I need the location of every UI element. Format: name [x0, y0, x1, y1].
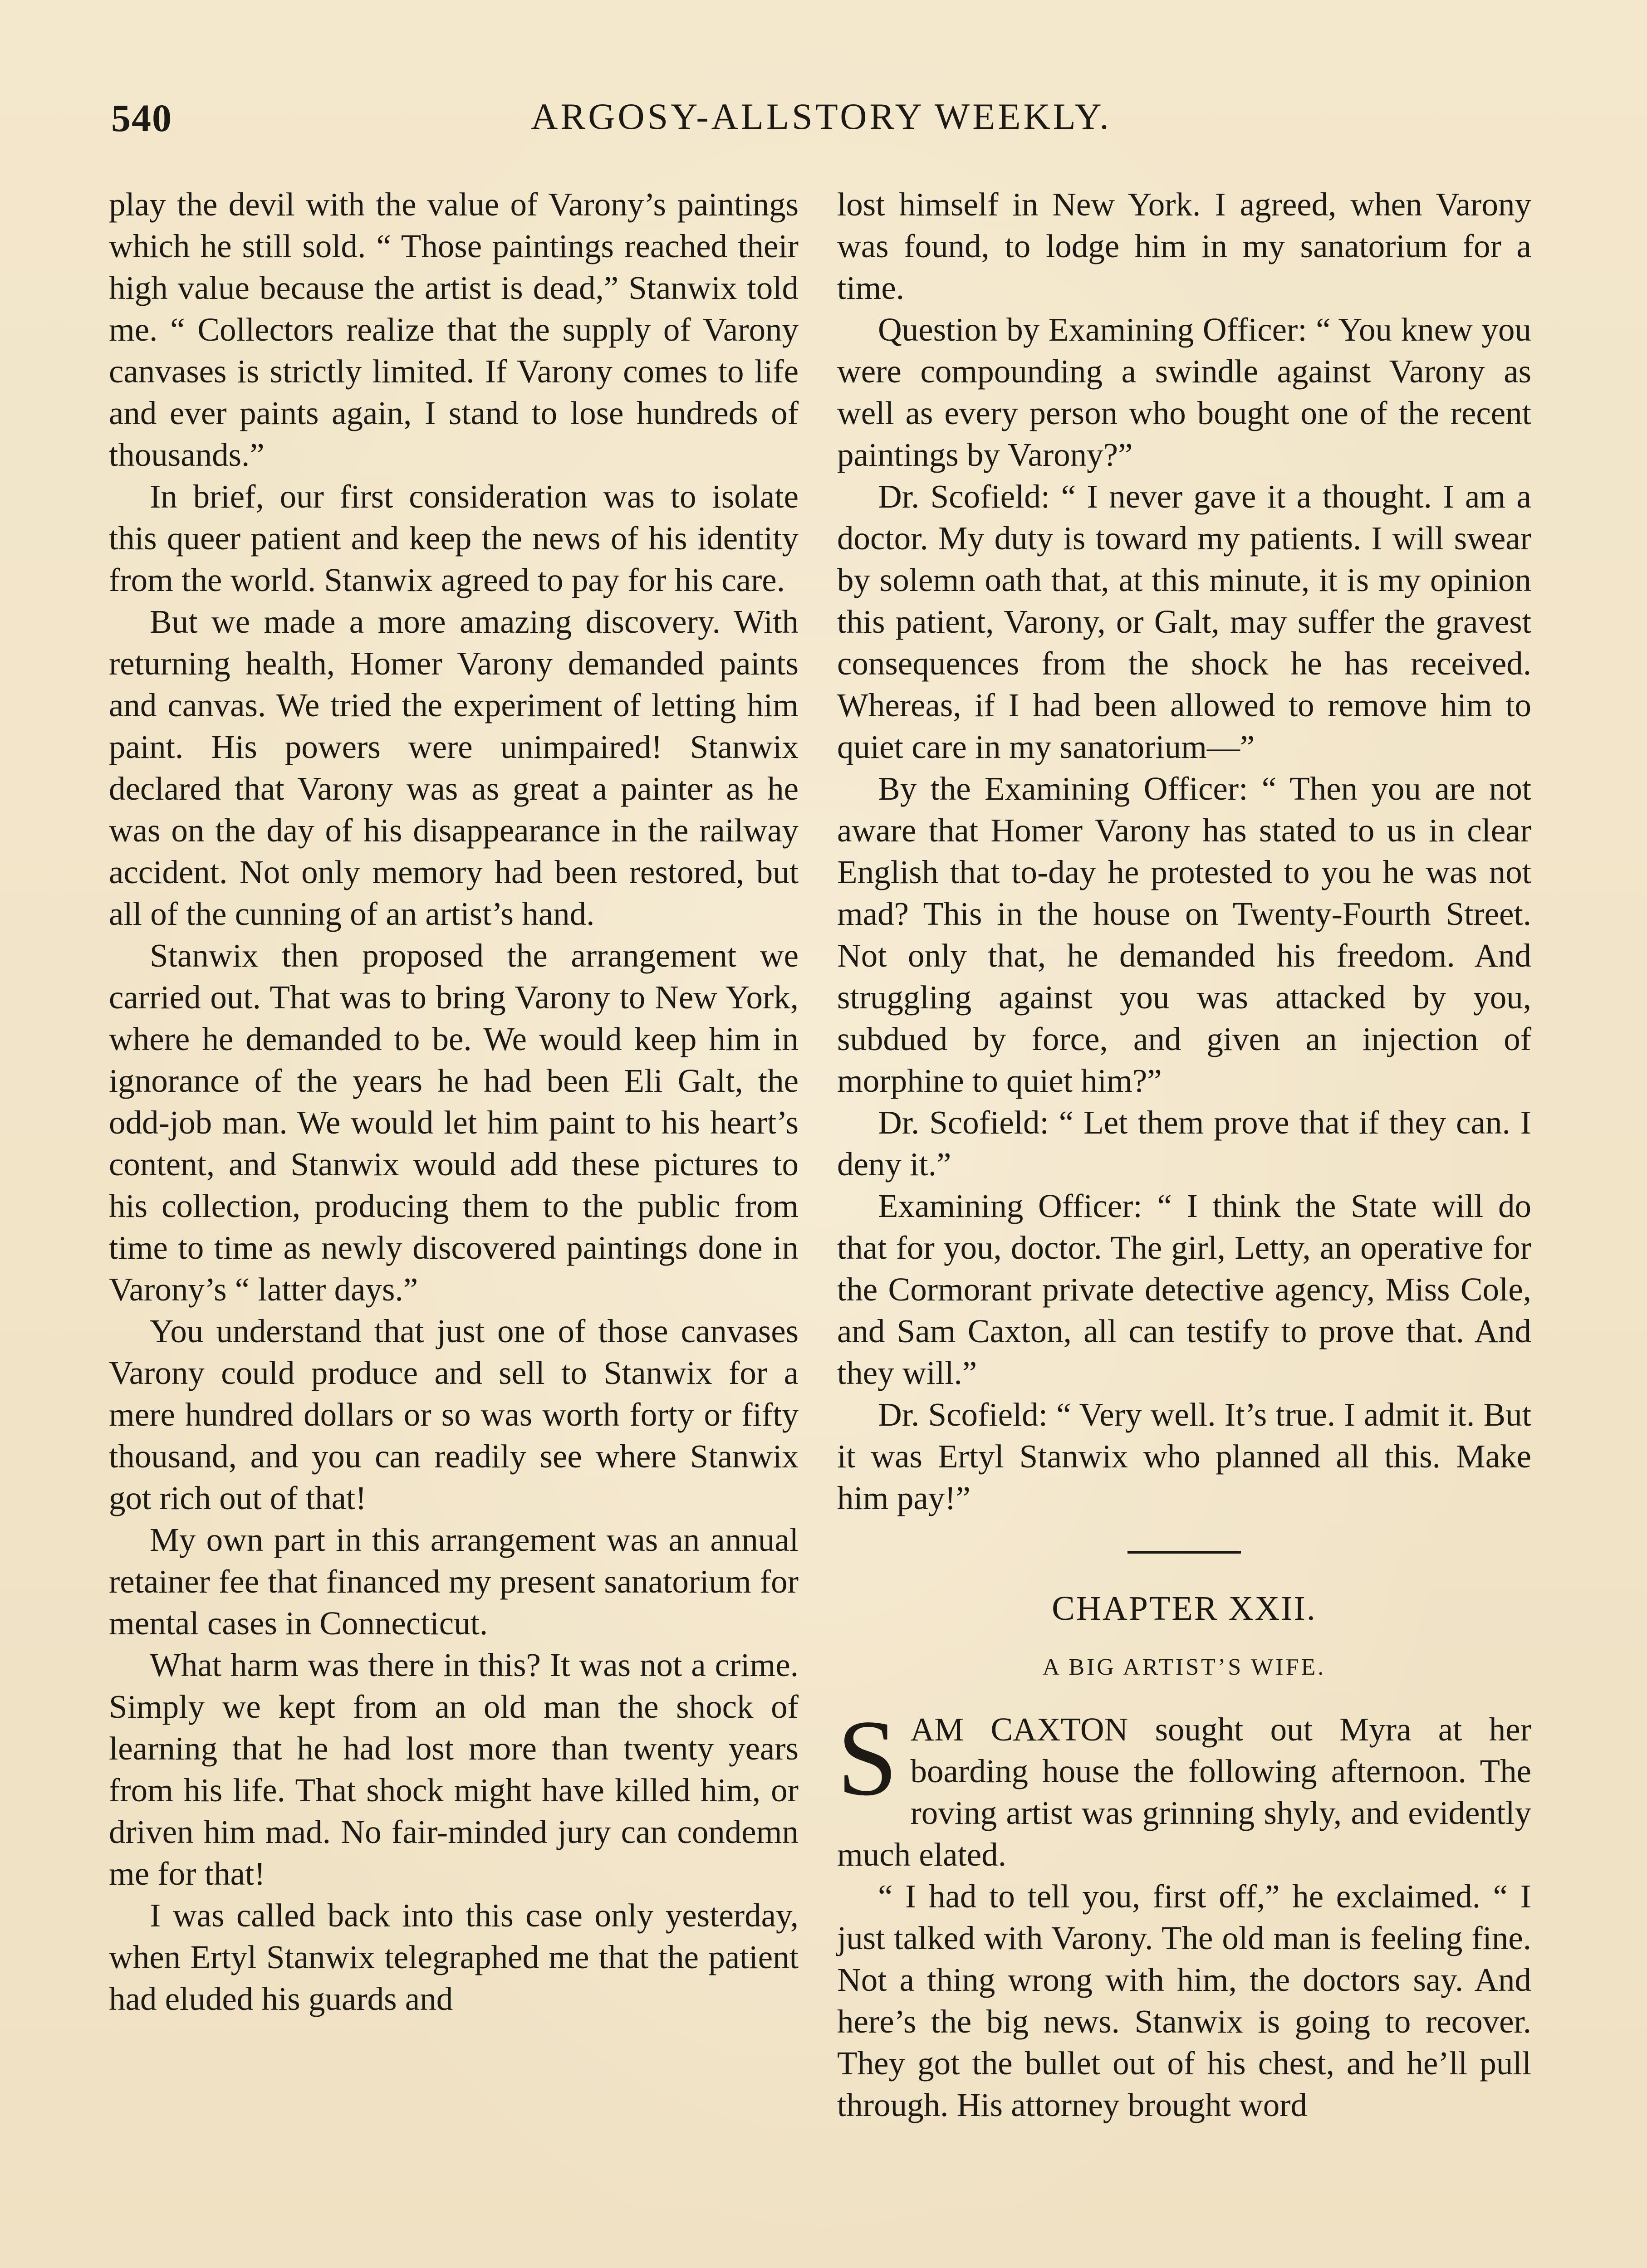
page-header	[111, 95, 1531, 154]
paragraph: “ I had to tell you, first off,” he exclaimed. “ I just talked with Varony. The old man is feeling fine. Not a thing wrong with him, the doctors say. And here’s the big news. Stanwix is going to recover. They got the bullet out of his chest, and he’ll pull through. His attorney brought word	[837, 1878, 1531, 2123]
paragraph: Question by Examining Officer: “ You knew you were compounding a swindle against Varony as well as every person who bought one of the recent paintings by Varony?”	[837, 311, 1531, 473]
paragraph: Stanwix then proposed the arrangement we carried out. That was to bring Varony to New York, where he demanded to be. We would keep him in ignorance of the years he had been Eli Galt, the odd-job man. We would let him paint to his heart’s content, and Stanwix would add these pictures to his collection, producing them to the public from time to time as newly discovered paintings done in Varony’s “ latter days.”	[109, 937, 799, 1308]
paragraph: lost himself in New York. I agreed, when Varony was found, to lodge him in my sanatorium for a time.	[837, 186, 1531, 306]
paragraph: My own part in this arrangement was an annual retainer fee that financed my present sanatorium for mental cases in Connecticut.	[109, 1521, 799, 1642]
paragraph: Examining Officer: “ I think the State will do that for you, doctor. The girl, Letty, an operative for the Cormorant private detective agency, Miss Cole, and Sam Caxton, all can testify to prove that. And they will.”	[837, 1188, 1531, 1391]
paragraph: What harm was there in this? It was not a crime. Simply we kept from an old man the shock of learning that he had lost more than twenty years from his life. That shock might have killed him, or driven him mad. No fair-minded jury can condemn me for that!	[109, 1647, 799, 1892]
opening-text: sought out Myra at her boarding house the following afternoon. The roving artist was grinning shyly, and evidently much elated.	[837, 1711, 1531, 1873]
chapter-opening-paragraph	[837, 1697, 1531, 1876]
chapter-title: CHAPTER XXII.	[1052, 1589, 1317, 1628]
paragraph: Dr. Scofield: “ Let them prove that if they can. I deny it.”	[837, 1104, 1531, 1183]
chapter-subtitle: A BIG ARTIST’S WIFE.	[1042, 1654, 1326, 1680]
paragraph: In brief, our first consideration was to isolate this queer patient and keep the news of his identity from the world. Stanwix agreed to pay for his care.	[109, 478, 799, 598]
paragraph: You understand that just one of those canvases Varony could produce and sell to Stanwix for a mere hundred dollars or so was worth forty or fifty thousand, and you can readily see where Stanwix got rich out of that!	[109, 1313, 799, 1516]
paragraph: By the Examining Officer: “ Then you are not aware that Homer Varony has stated to us in clear English that to-day he protested to you he was not mad? This in the house on Twenty-Fourth Street. Not only that, he demanded his freedom. And struggling against you was attacked by you, subdued by force, and given an injection of morphine to quiet him?”	[837, 770, 1531, 1099]
page-number: 540	[111, 96, 172, 140]
left-column	[109, 184, 799, 2020]
drop-cap: S	[837, 1697, 898, 1818]
paragraph: Dr. Scofield: “ Very well. It’s true. I admit it. But it was Ertyl Stanwix who planned all this. Make him pay!”	[837, 1396, 1531, 1516]
section-divider	[1127, 1551, 1241, 1554]
paragraph: Dr. Scofield: “ I never gave it a thought. I am a doctor. My duty is toward my patients. I will swear by solemn oath that, at this minute, it is my opinion this patient, Varony, or Galt, may suffer the gravest consequences from the shock he has received. Whereas, if I had been allowed to remove him to quiet care in my sanatorium—”	[837, 478, 1531, 765]
running-title: ARGOSY-ALLSTORY WEEKLY.	[531, 96, 1112, 137]
paragraph: But we made a more amazing discovery. With returning health, Homer Varony demanded paints and canvas. We tried the experiment of letting him paint. His powers were unimpaired! Stanwix declared that Varony was as great a painter as he was on the day of his disappearance in the railway accident. Not only memory had been restored, but all of the cunning of an artist’s hand.	[109, 603, 799, 932]
paragraph: I was called back into this case only yesterday, when Ertyl Stanwix telegraphed me that the patient had eluded his guards and	[109, 1897, 799, 2017]
paragraph: play the devil with the value of Varony’s paintings which he still sold. “ Those paintings reached their high value because the artist is dead,” Stanwix told me. “ Collectors realize that the supply of Varony canvases is strictly limited. If Varony comes to life and ever paints again, I stand to lose hundreds of thousands.”	[109, 186, 799, 473]
opening-caps: AM CAXTON	[910, 1711, 1128, 1748]
right-column	[837, 184, 1531, 2126]
